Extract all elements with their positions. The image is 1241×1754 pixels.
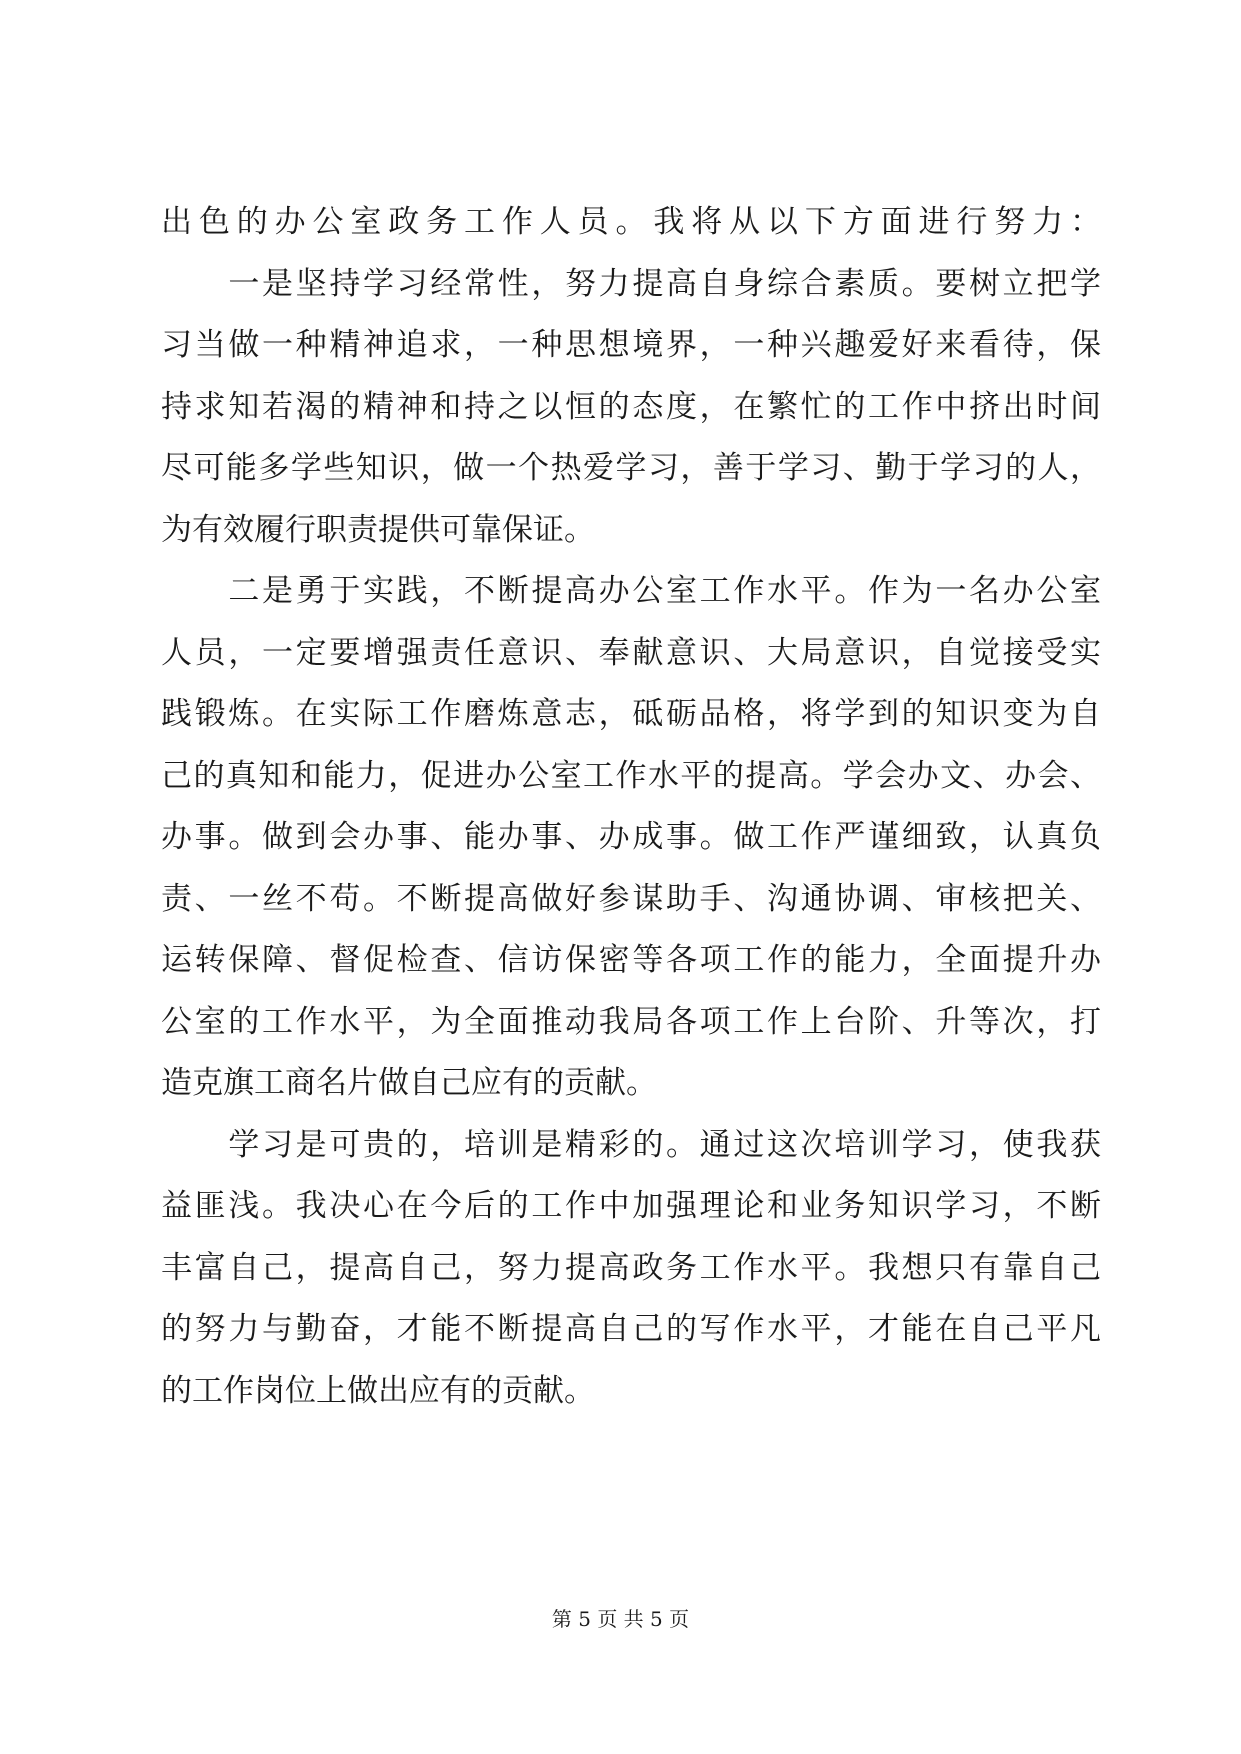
text-line: 一是坚持学习经常性，努力提高自身综合素质。要树立把学 [161, 265, 1101, 302]
text-line: 习当做一种精神追求，一种思想境界，一种兴趣爱好来看待，保 [161, 327, 1101, 363]
body-text [161, 202, 1101, 1432]
page-number-footer: 第 5 页 共 5 页 [551, 1607, 690, 1631]
text-line: 的工作岗位上做出应有的贡献。 [161, 1372, 595, 1409]
text-line: 持求知若渴的精神和持之以恒的态度，在繁忙的工作中挤出时间 [161, 388, 1101, 425]
text-line: 责、一丝不苟。不断提高做好参谋助手、沟通协调、审核把关、 [161, 880, 1101, 917]
text-line: 二是勇于实践，不断提高办公室工作水平。作为一名办公室 [161, 573, 1101, 609]
text-line: 公室的工作水平，为全面推动我局各项工作上台阶、升等次，打 [161, 1003, 1101, 1040]
text-line: 人员，一定要增强责任意识、奉献意识、大局意识，自觉接受实 [161, 634, 1101, 671]
text-line: 的努力与勤奋，才能不断提高自己的写作水平，才能在自己平凡 [161, 1311, 1101, 1347]
text-line: 践锻炼。在实际工作磨炼意志，砥砺品格，将学到的知识变为自 [161, 696, 1101, 732]
text-line: 出色的办公室政务工作人员。我将从以下方面进行努力： [161, 204, 1101, 240]
text-line: 运转保障、督促检查、信访保密等各项工作的能力，全面提升办 [161, 942, 1101, 978]
text-line: 尽可能多学些知识，做一个热爱学习，善于学习、勤于学习的人， [161, 450, 1101, 486]
text-line: 造克旗工商名片做自己应有的贡献。 [161, 1065, 657, 1101]
text-line: 学习是可贵的，培训是精彩的。通过这次培训学习，使我获 [161, 1126, 1101, 1163]
text-line: 为有效履行职责提供可靠保证。 [161, 511, 595, 548]
text-line: 办事。做到会办事、能办事、办成事。做工作严谨细致，认真负 [161, 819, 1101, 855]
text-line: 益匪浅。我决心在今后的工作中加强理论和业务知识学习，不断 [161, 1188, 1101, 1224]
text-line: 己的真知和能力，促进办公室工作水平的提高。学会办文、办会、 [161, 757, 1101, 794]
text-line: 丰富自己，提高自己，努力提高政务工作水平。我想只有靠自己 [161, 1249, 1101, 1286]
